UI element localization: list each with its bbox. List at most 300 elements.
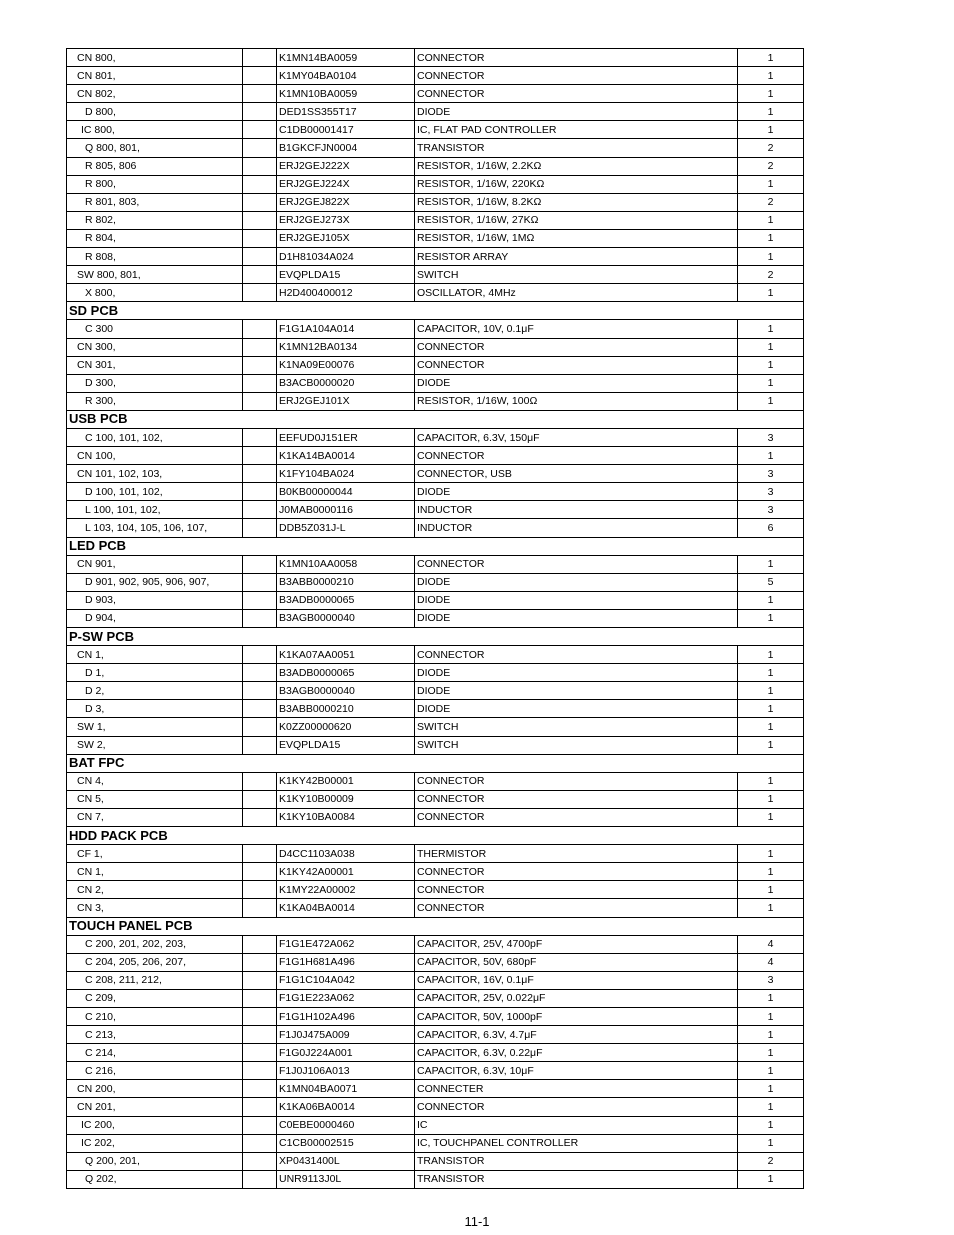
blank-cell — [243, 1134, 277, 1152]
part-number-cell: DED1SS355T17 — [277, 103, 415, 121]
description-cell: DIODE — [415, 103, 738, 121]
quantity-cell: 1 — [738, 1026, 804, 1044]
section-header — [67, 827, 804, 845]
part-number-cell: D4CC1103A038 — [277, 845, 415, 863]
parts-list-table — [66, 48, 804, 1189]
quantity-cell: 1 — [738, 1044, 804, 1062]
part-number-cell: C0EBE0000460 — [277, 1116, 415, 1134]
blank-cell — [243, 447, 277, 465]
ref-designator-cell: CN 301, — [67, 356, 243, 374]
table-row — [67, 266, 804, 284]
part-number-cell: K1MN04BA0071 — [277, 1080, 415, 1098]
part-number-cell: F1G1H681A496 — [277, 953, 415, 971]
blank-cell — [243, 428, 277, 446]
ref-designator-cell: D 300, — [67, 374, 243, 392]
blank-cell — [243, 248, 277, 266]
part-number-cell: H2D400400012 — [277, 284, 415, 302]
blank-cell — [243, 971, 277, 989]
table-row — [67, 121, 804, 139]
quantity-cell: 3 — [738, 428, 804, 446]
table-row — [67, 736, 804, 754]
table-row — [67, 374, 804, 392]
ref-designator-cell: C 200, 201, 202, 203, — [67, 935, 243, 953]
ref-designator-cell: CN 2, — [67, 881, 243, 899]
description-cell: SWITCH — [415, 718, 738, 736]
blank-cell — [243, 465, 277, 483]
part-number-cell: B3AGB0000040 — [277, 609, 415, 627]
description-cell: IC — [415, 1116, 738, 1134]
ref-designator-cell: D 2, — [67, 682, 243, 700]
part-number-cell: K1KA04BA0014 — [277, 899, 415, 917]
description-cell: CONNECTOR — [415, 447, 738, 465]
table-row — [67, 845, 804, 863]
part-number-cell: ERJ2GEJ224X — [277, 175, 415, 193]
ref-designator-cell: CN 3, — [67, 899, 243, 917]
description-cell: TRANSISTOR — [415, 1170, 738, 1188]
blank-cell — [243, 121, 277, 139]
table-row — [67, 1026, 804, 1044]
blank-cell — [243, 103, 277, 121]
description-cell: CONNECTOR — [415, 1098, 738, 1116]
table-row — [67, 447, 804, 465]
blank-cell — [243, 718, 277, 736]
quantity-cell: 1 — [738, 1170, 804, 1188]
ref-designator-cell: C 213, — [67, 1026, 243, 1044]
description-cell: RESISTOR, 1/16W, 220KΩ — [415, 175, 738, 193]
quantity-cell: 1 — [738, 863, 804, 881]
blank-cell — [243, 229, 277, 247]
description-cell: CAPACITOR, 6.3V, 10μF — [415, 1062, 738, 1080]
ref-designator-cell: CN 800, — [67, 49, 243, 67]
description-cell: CONNECTOR — [415, 808, 738, 826]
description-cell: RESISTOR, 1/16W, 2.2KΩ — [415, 157, 738, 175]
part-number-cell: K1KY42A00001 — [277, 863, 415, 881]
section-title: TOUCH PANEL PCB — [67, 917, 804, 935]
part-number-cell: F1G1E472A062 — [277, 935, 415, 953]
blank-cell — [243, 772, 277, 790]
description-cell: CAPACITOR, 6.3V, 4.7μF — [415, 1026, 738, 1044]
table-row — [67, 808, 804, 826]
table-row — [67, 483, 804, 501]
blank-cell — [243, 157, 277, 175]
part-number-cell: F1J0J106A013 — [277, 1062, 415, 1080]
quantity-cell: 2 — [738, 193, 804, 211]
table-row — [67, 935, 804, 953]
description-cell: CONNECTOR — [415, 646, 738, 664]
table-row — [67, 700, 804, 718]
blank-cell — [243, 1080, 277, 1098]
part-number-cell: K1MY04BA0104 — [277, 67, 415, 85]
ref-designator-cell: IC 800, — [67, 121, 243, 139]
quantity-cell: 1 — [738, 646, 804, 664]
part-number-cell: K1MY22A00002 — [277, 881, 415, 899]
table-row — [67, 284, 804, 302]
part-number-cell: K1MN10AA0058 — [277, 555, 415, 573]
table-row — [67, 356, 804, 374]
part-number-cell: C1DB00001417 — [277, 121, 415, 139]
table-row — [67, 1170, 804, 1188]
blank-cell — [243, 193, 277, 211]
blank-cell — [243, 573, 277, 591]
quantity-cell: 1 — [738, 555, 804, 573]
table-row — [67, 953, 804, 971]
part-number-cell: K1KA07AA0051 — [277, 646, 415, 664]
blank-cell — [243, 374, 277, 392]
description-cell: CAPACITOR, 10V, 0.1μF — [415, 320, 738, 338]
table-row — [67, 85, 804, 103]
table-row — [67, 1080, 804, 1098]
description-cell: INDUCTOR — [415, 519, 738, 537]
ref-designator-cell: CN 101, 102, 103, — [67, 465, 243, 483]
table-row — [67, 989, 804, 1007]
quantity-cell: 1 — [738, 49, 804, 67]
blank-cell — [243, 881, 277, 899]
ref-designator-cell: SW 2, — [67, 736, 243, 754]
quantity-cell: 1 — [738, 1134, 804, 1152]
section-title: LED PCB — [67, 537, 804, 555]
description-cell: DIODE — [415, 374, 738, 392]
table-row — [67, 320, 804, 338]
part-number-cell: K1FY104BA024 — [277, 465, 415, 483]
table-row — [67, 157, 804, 175]
quantity-cell: 1 — [738, 845, 804, 863]
table-row — [67, 772, 804, 790]
ref-designator-cell: C 208, 211, 212, — [67, 971, 243, 989]
blank-cell — [243, 899, 277, 917]
description-cell: SWITCH — [415, 736, 738, 754]
ref-designator-cell: R 802, — [67, 211, 243, 229]
quantity-cell: 1 — [738, 392, 804, 410]
description-cell: CONNECTOR — [415, 356, 738, 374]
quantity-cell: 3 — [738, 465, 804, 483]
part-number-cell: EEFUD0J151ER — [277, 428, 415, 446]
description-cell: SWITCH — [415, 266, 738, 284]
quantity-cell: 1 — [738, 899, 804, 917]
ref-designator-cell: D 100, 101, 102, — [67, 483, 243, 501]
blank-cell — [243, 646, 277, 664]
blank-cell — [243, 67, 277, 85]
ref-designator-cell: D 3, — [67, 700, 243, 718]
table-row — [67, 790, 804, 808]
section-header — [67, 754, 804, 772]
description-cell: DIODE — [415, 609, 738, 627]
section-header — [67, 410, 804, 428]
part-number-cell: XP0431400L — [277, 1152, 415, 1170]
ref-designator-cell: C 210, — [67, 1007, 243, 1025]
description-cell: CONNECTOR — [415, 881, 738, 899]
ref-designator-cell: CN 200, — [67, 1080, 243, 1098]
table-row — [67, 392, 804, 410]
table-row — [67, 682, 804, 700]
blank-cell — [243, 664, 277, 682]
blank-cell — [243, 591, 277, 609]
ref-designator-cell: L 100, 101, 102, — [67, 501, 243, 519]
quantity-cell: 4 — [738, 953, 804, 971]
ref-designator-cell: CN 201, — [67, 1098, 243, 1116]
table-row — [67, 1007, 804, 1025]
quantity-cell: 1 — [738, 374, 804, 392]
part-number-cell: B0KB00000044 — [277, 483, 415, 501]
part-number-cell: F1G1H102A496 — [277, 1007, 415, 1025]
quantity-cell: 1 — [738, 320, 804, 338]
part-number-cell: F1G1E223A062 — [277, 989, 415, 1007]
part-number-cell: J0MAB0000116 — [277, 501, 415, 519]
quantity-cell: 3 — [738, 971, 804, 989]
ref-designator-cell: C 100, 101, 102, — [67, 428, 243, 446]
quantity-cell: 1 — [738, 682, 804, 700]
description-cell: TRANSISTOR — [415, 139, 738, 157]
ref-designator-cell: CN 1, — [67, 863, 243, 881]
ref-designator-cell: CN 1, — [67, 646, 243, 664]
blank-cell — [243, 1152, 277, 1170]
description-cell: CONNECTOR — [415, 863, 738, 881]
table-row — [67, 863, 804, 881]
description-cell: THERMISTOR — [415, 845, 738, 863]
quantity-cell: 1 — [738, 772, 804, 790]
description-cell: CAPACITOR, 25V, 4700pF — [415, 935, 738, 953]
table-row — [67, 591, 804, 609]
quantity-cell: 1 — [738, 1080, 804, 1098]
ref-designator-cell: SW 800, 801, — [67, 266, 243, 284]
part-number-cell: K1KY42B00001 — [277, 772, 415, 790]
ref-designator-cell: R 300, — [67, 392, 243, 410]
blank-cell — [243, 1116, 277, 1134]
part-number-cell: EVQPLDA15 — [277, 266, 415, 284]
part-number-cell: B3ABB0000210 — [277, 573, 415, 591]
blank-cell — [243, 1062, 277, 1080]
page-number: 11-1 — [464, 1214, 490, 1229]
quantity-cell: 1 — [738, 103, 804, 121]
description-cell: RESISTOR, 1/16W, 8.2KΩ — [415, 193, 738, 211]
blank-cell — [243, 1044, 277, 1062]
blank-cell — [243, 49, 277, 67]
blank-cell — [243, 519, 277, 537]
description-cell: DIODE — [415, 682, 738, 700]
blank-cell — [243, 682, 277, 700]
table-row — [67, 229, 804, 247]
quantity-cell: 1 — [738, 85, 804, 103]
table-row — [67, 555, 804, 573]
quantity-cell: 1 — [738, 175, 804, 193]
table-row — [67, 573, 804, 591]
part-number-cell: K1KA06BA0014 — [277, 1098, 415, 1116]
table-row — [67, 646, 804, 664]
description-cell: DIODE — [415, 573, 738, 591]
part-number-cell: ERJ2GEJ822X — [277, 193, 415, 211]
part-number-cell: ERJ2GEJ222X — [277, 157, 415, 175]
section-title: HDD PACK PCB — [67, 827, 804, 845]
section-header — [67, 917, 804, 935]
ref-designator-cell: L 103, 104, 105, 106, 107, — [67, 519, 243, 537]
quantity-cell: 3 — [738, 483, 804, 501]
quantity-cell: 1 — [738, 229, 804, 247]
description-cell: DIODE — [415, 483, 738, 501]
part-number-cell: K1KY10BA0084 — [277, 808, 415, 826]
ref-designator-cell: CN 802, — [67, 85, 243, 103]
description-cell: RESISTOR, 1/16W, 1MΩ — [415, 229, 738, 247]
description-cell: CAPACITOR, 50V, 1000pF — [415, 1007, 738, 1025]
part-number-cell: B3ADB0000065 — [277, 664, 415, 682]
blank-cell — [243, 338, 277, 356]
blank-cell — [243, 935, 277, 953]
quantity-cell: 1 — [738, 881, 804, 899]
part-number-cell: K1NA09E00076 — [277, 356, 415, 374]
blank-cell — [243, 555, 277, 573]
ref-designator-cell: C 209, — [67, 989, 243, 1007]
description-cell: CAPACITOR, 6.3V, 150μF — [415, 428, 738, 446]
quantity-cell: 2 — [738, 266, 804, 284]
quantity-cell: 1 — [738, 609, 804, 627]
section-title: BAT FPC — [67, 754, 804, 772]
part-number-cell: K1MN12BA0134 — [277, 338, 415, 356]
quantity-cell: 1 — [738, 1062, 804, 1080]
table-row — [67, 881, 804, 899]
table-row — [67, 139, 804, 157]
ref-designator-cell: R 800, — [67, 175, 243, 193]
table-row — [67, 501, 804, 519]
quantity-cell: 4 — [738, 935, 804, 953]
description-cell: RESISTOR ARRAY — [415, 248, 738, 266]
quantity-cell: 1 — [738, 211, 804, 229]
blank-cell — [243, 211, 277, 229]
blank-cell — [243, 1026, 277, 1044]
ref-designator-cell: D 904, — [67, 609, 243, 627]
table-row — [67, 971, 804, 989]
ref-designator-cell: CN 100, — [67, 447, 243, 465]
description-cell: CAPACITOR, 16V, 0.1μF — [415, 971, 738, 989]
part-number-cell: ERJ2GEJ101X — [277, 392, 415, 410]
ref-designator-cell: R 801, 803, — [67, 193, 243, 211]
ref-designator-cell: IC 202, — [67, 1134, 243, 1152]
description-cell: RESISTOR, 1/16W, 100Ω — [415, 392, 738, 410]
quantity-cell: 2 — [738, 157, 804, 175]
part-number-cell: D1H81034A024 — [277, 248, 415, 266]
table-row — [67, 1044, 804, 1062]
blank-cell — [243, 1170, 277, 1188]
blank-cell — [243, 845, 277, 863]
quantity-cell: 1 — [738, 591, 804, 609]
quantity-cell: 1 — [738, 1098, 804, 1116]
part-number-cell: ERJ2GEJ105X — [277, 229, 415, 247]
description-cell: DIODE — [415, 700, 738, 718]
table-row — [67, 211, 804, 229]
quantity-cell: 1 — [738, 447, 804, 465]
part-number-cell: F1G1C104A042 — [277, 971, 415, 989]
table-row — [67, 338, 804, 356]
quantity-cell: 3 — [738, 501, 804, 519]
part-number-cell: K1MN10BA0059 — [277, 85, 415, 103]
table-row — [67, 428, 804, 446]
part-number-cell: B1GKCFJN0004 — [277, 139, 415, 157]
section-header — [67, 628, 804, 646]
description-cell: TRANSISTOR — [415, 1152, 738, 1170]
ref-designator-cell: C 216, — [67, 1062, 243, 1080]
table-row — [67, 175, 804, 193]
quantity-cell: 1 — [738, 790, 804, 808]
description-cell: CONNECTER — [415, 1080, 738, 1098]
ref-designator-cell: CN 901, — [67, 555, 243, 573]
ref-designator-cell: CN 5, — [67, 790, 243, 808]
ref-designator-cell: CN 300, — [67, 338, 243, 356]
description-cell: DIODE — [415, 664, 738, 682]
quantity-cell: 1 — [738, 1116, 804, 1134]
quantity-cell: 1 — [738, 1007, 804, 1025]
quantity-cell: 1 — [738, 248, 804, 266]
table-row — [67, 465, 804, 483]
quantity-cell: 1 — [738, 67, 804, 85]
part-number-cell: F1J0J475A009 — [277, 1026, 415, 1044]
blank-cell — [243, 175, 277, 193]
part-number-cell: K1MN14BA0059 — [277, 49, 415, 67]
blank-cell — [243, 953, 277, 971]
blank-cell — [243, 863, 277, 881]
ref-designator-cell: D 800, — [67, 103, 243, 121]
table-row — [67, 899, 804, 917]
part-number-cell: B3ABB0000210 — [277, 700, 415, 718]
table-row — [67, 1152, 804, 1170]
description-cell: CONNECTOR, USB — [415, 465, 738, 483]
blank-cell — [243, 392, 277, 410]
ref-designator-cell: D 901, 902, 905, 906, 907, — [67, 573, 243, 591]
blank-cell — [243, 609, 277, 627]
quantity-cell: 2 — [738, 1152, 804, 1170]
table-row — [67, 718, 804, 736]
quantity-cell: 5 — [738, 573, 804, 591]
blank-cell — [243, 808, 277, 826]
table-row — [67, 1116, 804, 1134]
quantity-cell: 6 — [738, 519, 804, 537]
description-cell: CAPACITOR, 50V, 680pF — [415, 953, 738, 971]
quantity-cell: 1 — [738, 664, 804, 682]
description-cell: OSCILLATOR, 4MHz — [415, 284, 738, 302]
blank-cell — [243, 700, 277, 718]
section-title: SD PCB — [67, 302, 804, 320]
blank-cell — [243, 989, 277, 1007]
ref-designator-cell: SW 1, — [67, 718, 243, 736]
ref-designator-cell: CF 1, — [67, 845, 243, 863]
part-number-cell: K1KY10B00009 — [277, 790, 415, 808]
description-cell: IC, FLAT PAD CONTROLLER — [415, 121, 738, 139]
quantity-cell: 1 — [738, 338, 804, 356]
part-number-cell: B3AGB0000040 — [277, 682, 415, 700]
part-number-cell: F1G1A104A014 — [277, 320, 415, 338]
blank-cell — [243, 139, 277, 157]
quantity-cell: 1 — [738, 121, 804, 139]
ref-designator-cell: CN 4, — [67, 772, 243, 790]
description-cell: CONNECTOR — [415, 790, 738, 808]
table-row — [67, 193, 804, 211]
ref-designator-cell: C 204, 205, 206, 207, — [67, 953, 243, 971]
quantity-cell: 2 — [738, 139, 804, 157]
description-cell: CONNECTOR — [415, 49, 738, 67]
quantity-cell: 1 — [738, 700, 804, 718]
description-cell: CONNECTOR — [415, 85, 738, 103]
table-row — [67, 67, 804, 85]
table-row — [67, 664, 804, 682]
quantity-cell: 1 — [738, 736, 804, 754]
table-row — [67, 1062, 804, 1080]
blank-cell — [243, 736, 277, 754]
description-cell: CONNECTOR — [415, 555, 738, 573]
quantity-cell: 1 — [738, 718, 804, 736]
description-cell: CONNECTOR — [415, 772, 738, 790]
quantity-cell: 1 — [738, 284, 804, 302]
table-row — [67, 1134, 804, 1152]
description-cell: IC, TOUCHPANEL CONTROLLER — [415, 1134, 738, 1152]
ref-designator-cell: X 800, — [67, 284, 243, 302]
quantity-cell: 1 — [738, 989, 804, 1007]
blank-cell — [243, 483, 277, 501]
